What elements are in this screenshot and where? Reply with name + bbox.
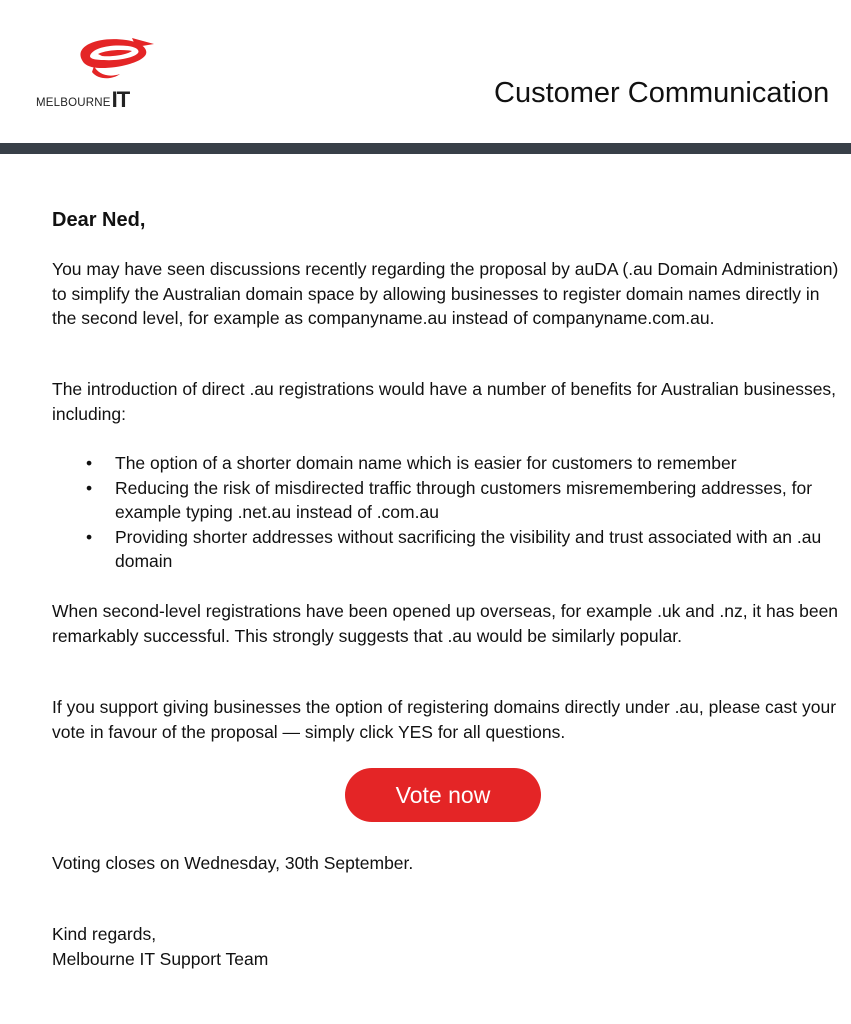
list-item xyxy=(52,476,842,525)
list-item xyxy=(52,525,842,574)
logo-word: MELBOURNE xyxy=(36,97,111,109)
header-title: Customer Communication xyxy=(494,77,830,109)
list-item xyxy=(52,451,842,476)
signoff xyxy=(52,922,842,971)
paragraph-overseas: When second-level registrations have been opened up overseas, for example .uk and .nz, it has been remarkably successful. This strongly suggests that .au would be similarly popular. xyxy=(52,601,839,646)
logo-wordmark xyxy=(36,86,129,110)
paragraph-benefits: The introduction of direct .au registrations would have a number of benefits for Australian businesses, including: xyxy=(52,379,837,424)
voting-closes-note: Voting closes on Wednesday, 30th September. xyxy=(52,853,414,873)
benefits-list xyxy=(52,451,842,574)
greeting: Dear Ned, xyxy=(52,209,146,231)
vote-now-button[interactable]: Vote now xyxy=(345,768,541,822)
header-divider-bar xyxy=(0,143,851,154)
paragraph-intro: You may have seen discussions recently regarding the proposal by auDA (.au Domain Administration) to simplify the Australian domain space by allowing businesses to register domain names directly in the second level, for example as companyname.au instead of companyname.com.au. xyxy=(52,259,839,328)
list-item-text: Providing shorter addresses without sacrificing the visibility and trust associated with an .au domain xyxy=(115,526,822,571)
bullet-icon: • xyxy=(86,526,93,547)
email-header xyxy=(0,0,851,143)
swoosh-logo-icon xyxy=(36,34,160,86)
bullet-icon: • xyxy=(86,453,93,473)
signoff-signature: Melbourne IT Support Team xyxy=(52,948,269,969)
signoff-line: Kind regards, xyxy=(52,924,157,944)
melbourne-it-logo[interactable] xyxy=(36,34,160,110)
list-item-text: Reducing the risk of misdirected traffic through customers misremembering addresses, for example typing .net.au instead of .com.au xyxy=(115,477,813,522)
paragraph-call-to-action: If you support giving businesses the option of registering domains directly under .au, please cast your vote in favour of the proposal — simply click YES for all questions. xyxy=(52,697,837,742)
bullet-icon: • xyxy=(86,477,93,498)
list-item-text: The option of a shorter domain name which is easier for customers to remember xyxy=(115,453,737,473)
logo-mark: IT xyxy=(111,87,130,112)
